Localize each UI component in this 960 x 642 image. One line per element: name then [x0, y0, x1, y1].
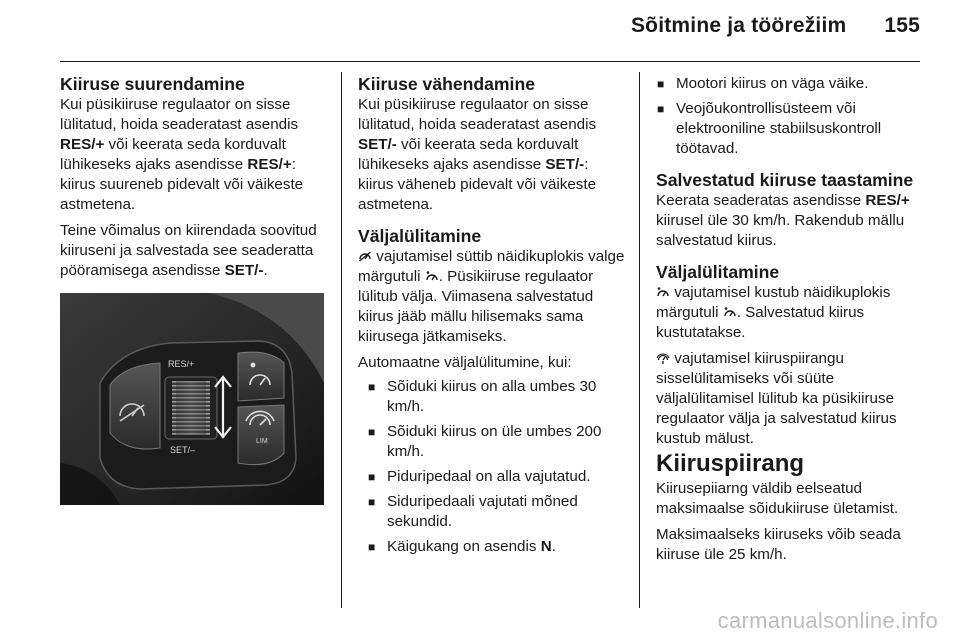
list-item: ■ Sõiduki kiirus on üle umbes 200 km/h. [367, 422, 626, 462]
column-1 [60, 74, 326, 281]
cruise-off-icon [358, 250, 372, 262]
heading-resume-speed: Salvestatud kiiruse taastamine [656, 170, 914, 190]
column-divider-2 [639, 72, 640, 608]
res-label: RES/+ [168, 359, 195, 369]
speed-limiter-icon [656, 352, 670, 364]
list-item: ■ Piduripedaal on alla vajutatud. [367, 467, 626, 487]
column-divider-1 [341, 72, 342, 608]
list-item: ■ Käigukang on asendis N. [367, 537, 626, 557]
column-3 [656, 74, 922, 565]
cruise-indicator-icon [656, 286, 670, 298]
column-2 [358, 74, 626, 562]
list-item: ■ Siduripedaali vajutati mõned sekundid. [367, 492, 626, 532]
paragraph-accelerate-set: Teine võimalus on kiirendada soovitud kiiruseni ja salvestada see seaderatta pööramisega asendisse SET/-. [60, 222, 317, 279]
auto-off-list-continued [656, 74, 922, 159]
paragraph-resume: Keerata seaderatas asendisse RES/+ kiirusel üle 30 km/h. Rakendub mällu salvestatud kiirus. [656, 192, 910, 249]
watermark: carmanualsonline.info [717, 608, 938, 633]
paragraph-limiter-off: vajutamisel kiiruspiirangu sisselülitamiseks või süüte väljalülitamisel lülitub ka püsikiiruse regulaator välja ja salvestatud kiirus kustub mälust. [656, 350, 897, 447]
set-label: SET/– [170, 445, 196, 455]
heading-switch-off: Väljalülitamine [358, 226, 482, 246]
page-header [631, 14, 920, 38]
list-item: ■ Mootori kiirus on väga väike. [656, 74, 922, 94]
section-title: Sõitmine ja töörežiim [630, 14, 847, 37]
heading-speed-decrease: Kiiruse vähendamine [358, 74, 535, 94]
heading-speed-increase: Kiiruse suurendamine [60, 74, 245, 94]
paragraph-increase: Kui püsikiiruse regulaator on sisse lülitatud, hoida seaderatast asendis RES/+ või keerata seda korduvalt lühikeseks ajaks asendisse RES/+: kiirus suureneb pidevalt või väikeste astmetena. [60, 96, 304, 213]
list-item: ■ Veojõukontrollisüsteem või elektrooniline stabiilsuskontroll töötavad. [656, 99, 922, 159]
paragraph-switch-off-2: vajutamisel kustub näidikuplokis märgutuli . Salvestatud kiirus kustutatakse. [656, 284, 891, 341]
paragraph-limiter-2: Maksimaalseks kiiruseks võib seada kiiruse üle 25 km/h. [656, 526, 901, 563]
lim-label: LIM [256, 438, 268, 445]
steering-wheel-controls-image [60, 293, 324, 505]
steering-wheel-controls-figure [60, 293, 324, 505]
cruise-indicator-icon [425, 270, 439, 282]
paragraph-limiter-1: Kiirusepiiarng väldib eelseatud maksimaalse sõidukiiruse ületamist. [656, 480, 899, 517]
heading-speed-limiter: Kiiruspiirang [656, 450, 805, 477]
heading-switch-off-2: Väljalülitamine [656, 262, 780, 282]
paragraph-decrease: Kui püsikiiruse regulaator on sisse lülitatud, hoida seaderatast asendis SET/- või keerata seda korduvalt lühikeseks ajaks asendisse SET/-: kiirus väheneb pidevalt või väikeste astmetena. [358, 96, 597, 213]
list-item: ■ Sõiduki kiirus on alla umbes 30 km/h. [367, 377, 626, 417]
header-rule [60, 61, 920, 62]
auto-off-intro: Automaatne väljalülitumine, kui: [358, 354, 572, 371]
paragraph-switch-off: vajutamisel süttib näidikuplokis valge märgutuli . Püsikiiruse regulaator lülitub välja. Viimasena salvestatud kiirus jääb mällu hilisemaks sama kiirusega jätkamiseks. [358, 248, 625, 345]
cruise-indicator-icon [723, 306, 737, 318]
page-number: 155 [884, 14, 920, 37]
auto-off-list [367, 377, 626, 557]
